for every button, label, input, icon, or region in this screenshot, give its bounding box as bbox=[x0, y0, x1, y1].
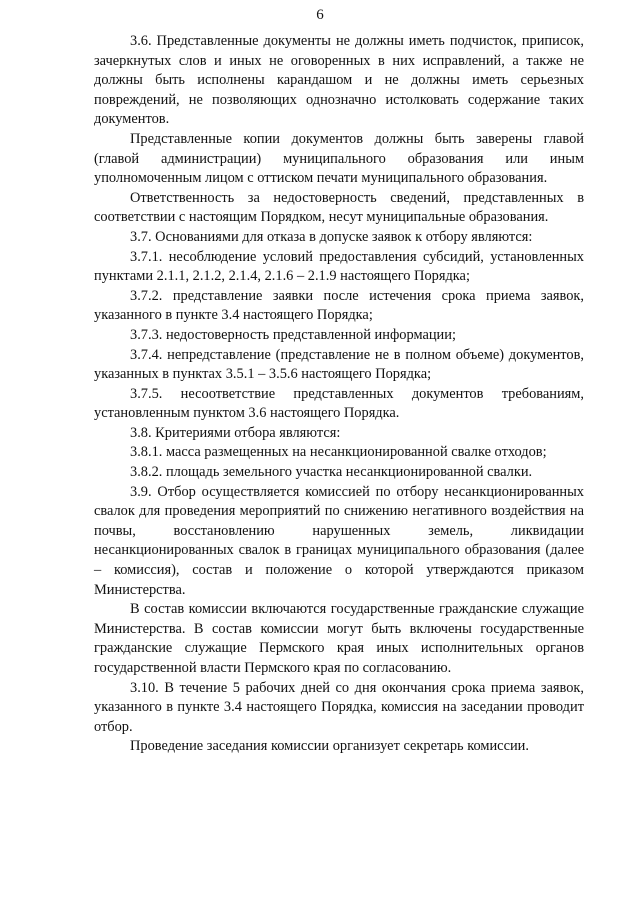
paragraph-3-7-4: 3.7.4. непредставление (представление не в полном объеме) документов, указанных в пунктах 3.5.1 – 3.5.6 настоящего Порядка; bbox=[94, 346, 584, 383]
paragraph-3-8: 3.8. Критериями отбора являются: bbox=[130, 424, 341, 441]
paragraph-3-6: 3.6. Представленные документы не должны иметь подчисток, приписок, зачеркнутых слов и иных не оговоренных в них исправлений, а также не должны быть исполнены карандашом и не должны иметь серьезных повреждений, не позволяющих однозначно истолковать содержание таких документов. bbox=[94, 33, 584, 128]
paragraph-commission-composition: В состав комиссии включаются государственные гражданские служащие Министерства. В состав комиссии могут быть включены государственные гражданские служащие Пермского края иных исполнительных органов государственной власти Пермского края по согласованию. bbox=[94, 601, 584, 676]
page-number: 6 bbox=[316, 7, 324, 23]
paragraph-3-7-5: 3.7.5. несоответствие представленных документов требованиям, установленным пунктом 3.6 настоящего Порядка. bbox=[94, 385, 584, 422]
paragraph-3-7-1: 3.7.1. несоблюдение условий предоставления субсидий, установленных пунктами 2.1.1, 2.1.2, 2.1.4, 2.1.6 – 2.1.9 настоящего Порядка; bbox=[94, 248, 584, 285]
paragraph-3-7-2: 3.7.2. представление заявки после истечения срока приема заявок, указанного в пункте 3.4 настоящего Порядка; bbox=[94, 287, 584, 324]
paragraph-3-8-2: 3.8.2. площадь земельного участка несанкционированной свалки. bbox=[130, 464, 533, 481]
paragraph-meeting-secretary: Проведение заседания комиссии организует секретарь комиссии. bbox=[130, 738, 529, 755]
paragraph-copies-certification: Представленные копии документов должны быть заверены главой (главой администрации) муниципального образования или иным уполномоченным лицом с оттиском печати муниципального образования. bbox=[94, 130, 584, 187]
document-body bbox=[94, 32, 584, 757]
paragraph-responsibility: Ответственность за недостоверность сведений, представленных в соответствии с настоящим Порядком, несут муниципальные образования. bbox=[94, 189, 584, 226]
paragraph-3-7: 3.7. Основаниями для отказа в допуске заявок к отбору являются: bbox=[130, 228, 533, 245]
paragraph-3-8-1: 3.8.1. масса размещенных на несанкционированной свалке отходов; bbox=[130, 444, 547, 461]
paragraph-3-7-3: 3.7.3. недостоверность представленной информации; bbox=[130, 326, 456, 343]
paragraph-3-10: 3.10. В течение 5 рабочих дней со дня окончания срока приема заявок, указанного в пункте 3.4 настоящего Порядка, комиссия на заседании проводит отбор. bbox=[94, 679, 584, 735]
paragraph-3-9: 3.9. Отбор осуществляется комиссией по отбору несанкционированных свалок для проведения мероприятий по снижению негативного воздействия на почвы, восстановлению нарушенных земель, ликвидации несанкционированных свалок в границах муниципального образования (далее – комиссия), состав и положение о которой утверждаются приказом Министерства. bbox=[94, 483, 584, 598]
